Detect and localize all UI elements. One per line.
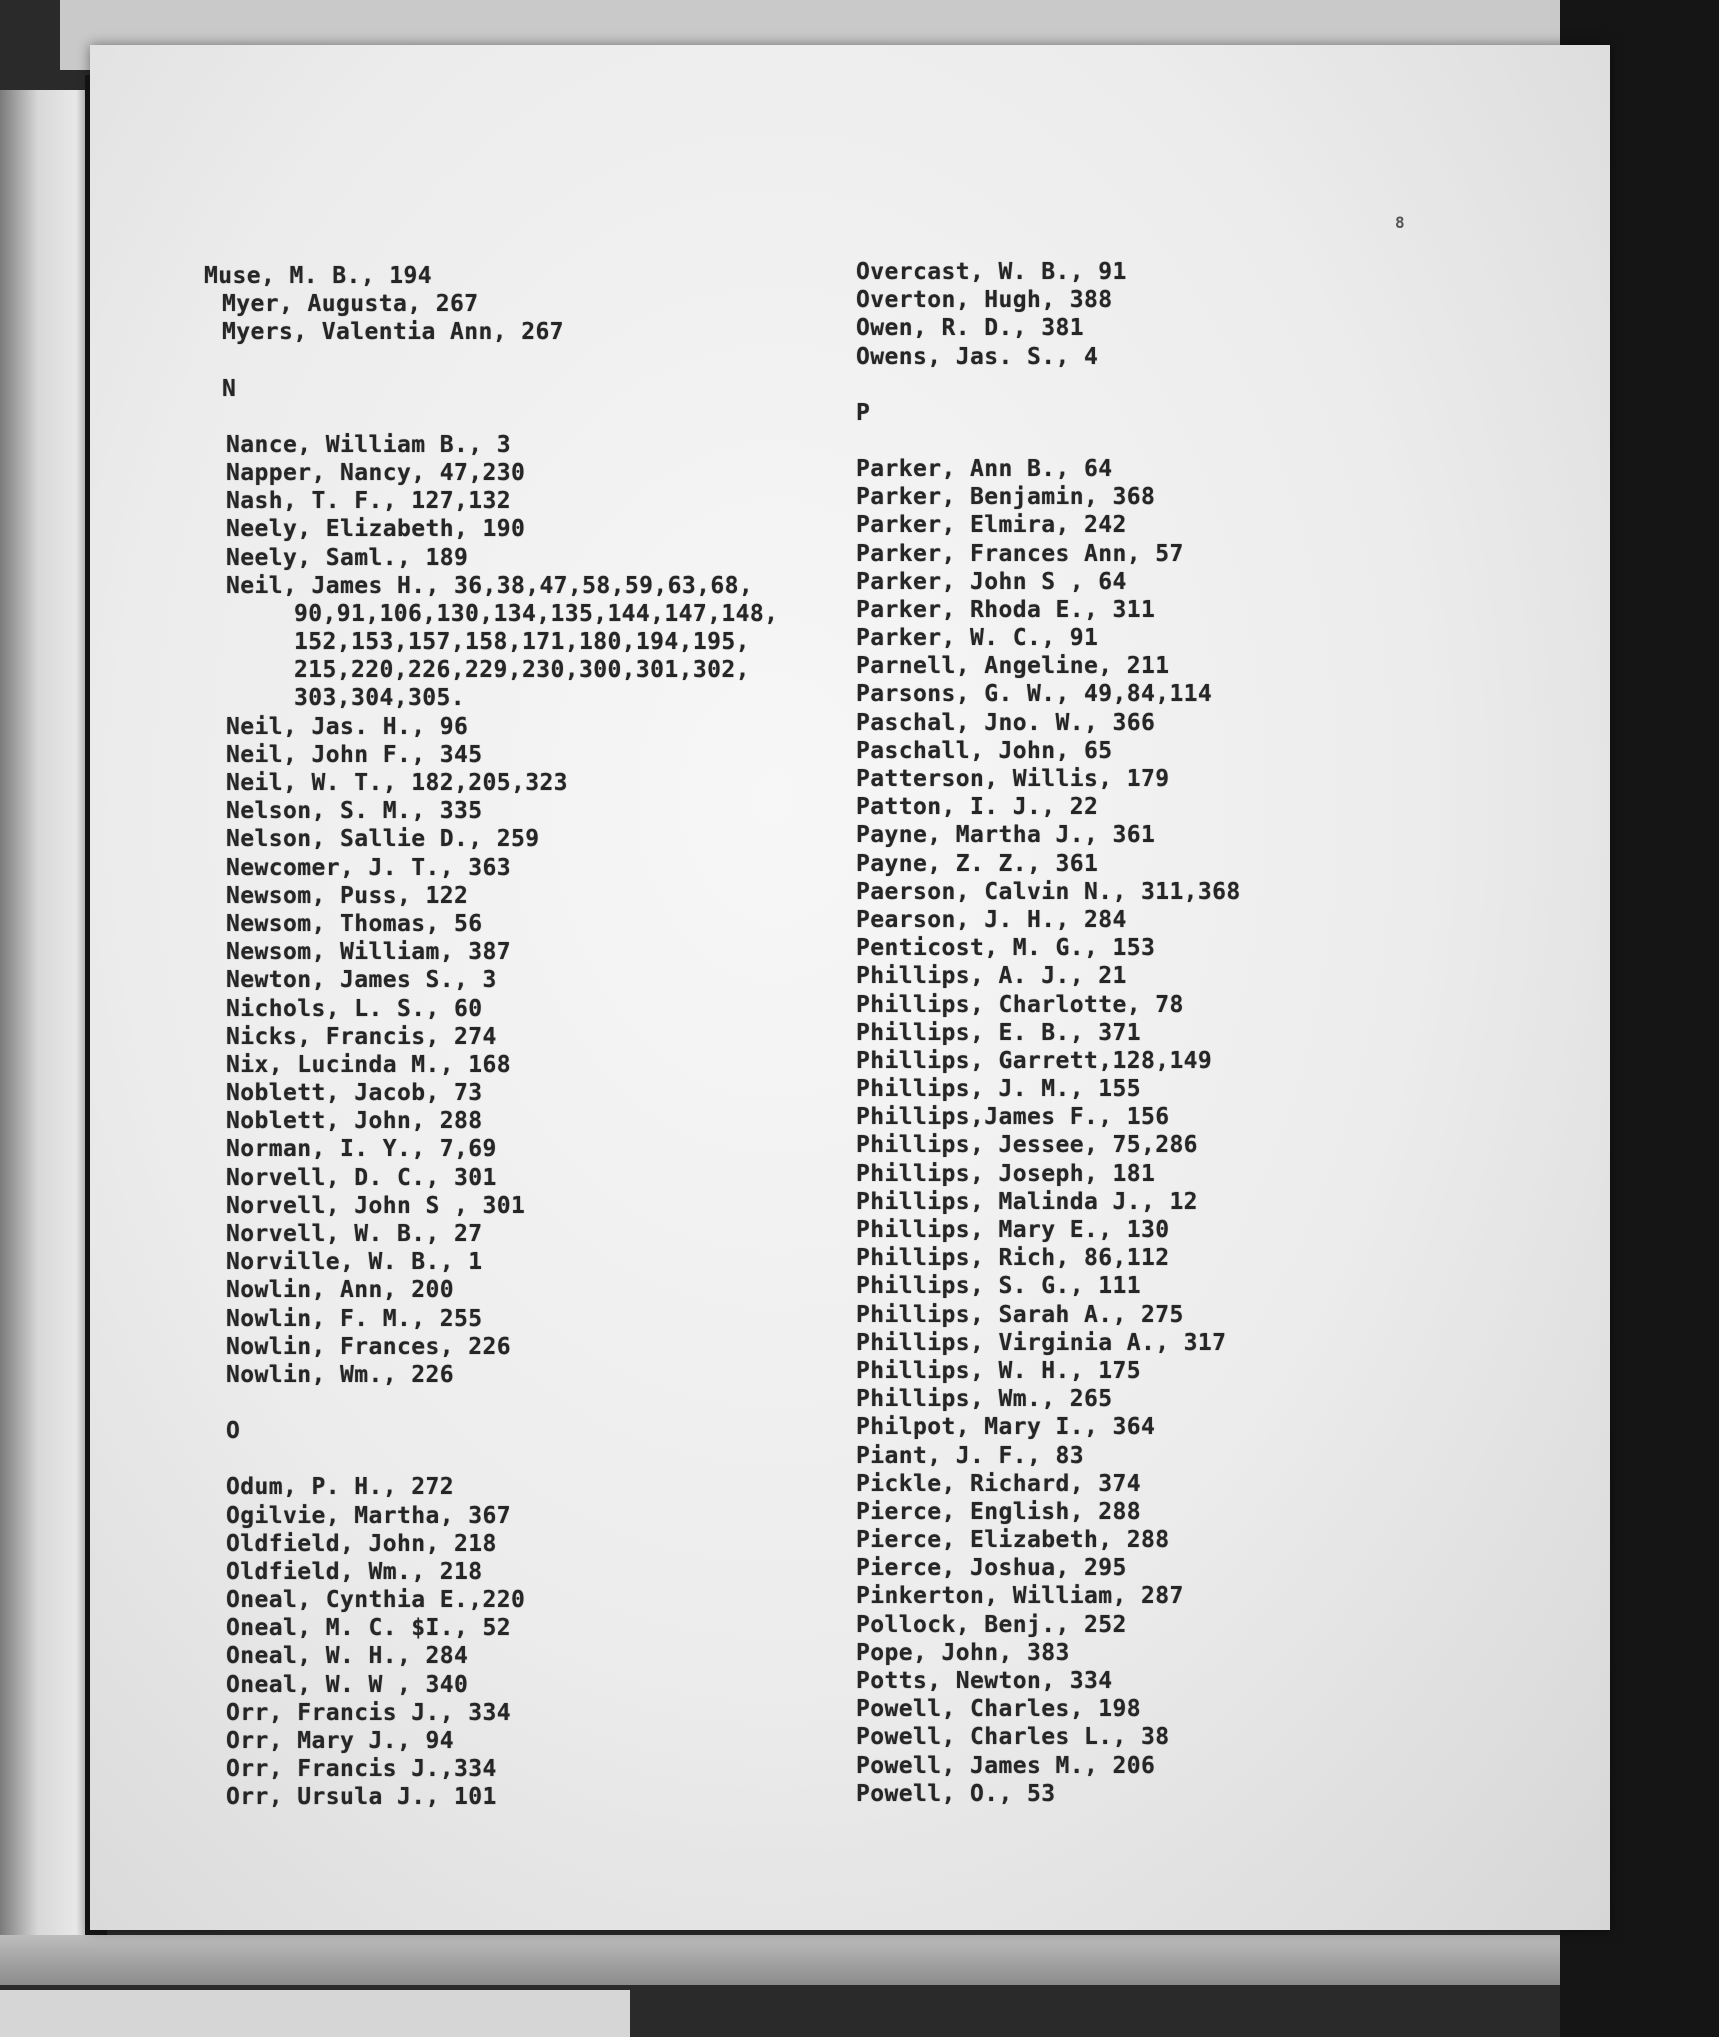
index-entry: Orr, Ursula J., 101 bbox=[226, 1784, 497, 1811]
section-spacer bbox=[204, 1389, 824, 1417]
index-entry: Parker, Rhoda E., 311 bbox=[856, 596, 1156, 623]
index-entry: Phillips, Jessee, 75,286 bbox=[856, 1132, 1198, 1159]
index-entry: Newton, James S., 3 bbox=[226, 967, 497, 994]
index-entry: Parker, Elmira, 242 bbox=[856, 512, 1127, 539]
index-entry: Parker, John S , 64 bbox=[856, 568, 1127, 595]
index-entry: Nash, T. F., 127,132 bbox=[226, 488, 511, 515]
index-entry: Patterson, Willis, 179 bbox=[856, 766, 1170, 792]
index-entry: Nowlin, F. M., 255 bbox=[226, 1305, 483, 1332]
index-entry: Paerson, Calvin N., 311,368 bbox=[856, 878, 1241, 905]
section-spacer bbox=[856, 427, 1396, 455]
index-entry: Paschal, Jno. W., 366 bbox=[856, 709, 1156, 736]
index-entry: Owens, Jas. S., 4 bbox=[856, 343, 1099, 370]
index-entry: Phillips, Malinda J., 12 bbox=[856, 1188, 1198, 1215]
page-number: 8 bbox=[1395, 213, 1405, 232]
index-entry: Norville, W. B., 1 bbox=[226, 1249, 483, 1276]
index-entry: Nichols, L. S., 60 bbox=[226, 995, 483, 1022]
index-entry: Phillips, W. H., 175 bbox=[856, 1357, 1141, 1384]
index-entry: Penticost, M. G., 153 bbox=[856, 935, 1156, 962]
index-entry-continuation: 215,220,226,229,230,300,301,302, bbox=[294, 657, 750, 684]
index-entry: Noblett, Jacob, 73 bbox=[226, 1080, 483, 1107]
index-entry: Nowlin, Frances, 226 bbox=[226, 1333, 511, 1360]
index-entry: Phillips, E. B., 371 bbox=[856, 1019, 1141, 1046]
index-entry: Phillips, Joseph, 181 bbox=[856, 1160, 1156, 1187]
index-entry: Nance, William B., 3 bbox=[226, 431, 511, 458]
index-entry: Neil, James H., 36,38,47,58,59,63,68, bbox=[226, 572, 754, 599]
index-entry: Oneal, Cynthia E.,220 bbox=[226, 1587, 526, 1614]
index-entry: Pierce, English, 288 bbox=[856, 1498, 1141, 1525]
index-entry: Newsom, William, 387 bbox=[226, 939, 511, 966]
index-entry: Parker, Frances Ann, 57 bbox=[856, 540, 1184, 567]
index-entry: Parker, W. C., 91 bbox=[856, 625, 1099, 652]
index-entry: Parker, Ann B., 64 bbox=[856, 455, 1113, 482]
index-entry: Pickle, Richard, 374 bbox=[856, 1470, 1141, 1497]
index-entry: Napper, Nancy, 47,230 bbox=[226, 459, 526, 486]
index-entry: Powell, Charles L., 38 bbox=[856, 1724, 1170, 1751]
index-entry: Powell, James M., 206 bbox=[856, 1752, 1156, 1779]
index-entry: Pierce, Elizabeth, 288 bbox=[856, 1527, 1170, 1554]
index-entry: Oneal, W. W , 340 bbox=[226, 1671, 469, 1698]
index-entry: Newcomer, J. T., 363 bbox=[226, 854, 511, 881]
index-entry: Parsons, G. W., 49,84,114 bbox=[856, 681, 1213, 708]
index-entry: Phillips, S. G., 111 bbox=[856, 1273, 1141, 1300]
index-entry: Powell, O., 53 bbox=[856, 1780, 1056, 1807]
index-entry: Noblett, John, 288 bbox=[226, 1108, 483, 1135]
index-entry: Nix, Lucinda M., 168 bbox=[226, 1051, 511, 1078]
index-entry: Odum, P. H., 272 bbox=[226, 1474, 454, 1501]
section-spacer bbox=[204, 1445, 824, 1473]
index-entry: Orr, Francis J., 334 bbox=[226, 1699, 511, 1726]
background-sheet-bottom bbox=[0, 1935, 1560, 1985]
index-entry: Phillips, J. M., 155 bbox=[856, 1076, 1141, 1103]
index-entry: Patton, I. J., 22 bbox=[856, 794, 1099, 821]
index-entry-continuation: 90,91,106,130,134,135,144,147,148, bbox=[294, 600, 779, 627]
left-index-column bbox=[204, 262, 824, 1812]
index-entry: Myers, Valentia Ann, 267 bbox=[222, 319, 564, 346]
index-entry: Phillips, Garrett,128,149 bbox=[856, 1047, 1213, 1074]
index-entry: Nelson, S. M., 335 bbox=[226, 798, 483, 825]
index-entry: Nowlin, Ann, 200 bbox=[226, 1277, 454, 1304]
background-strip bbox=[0, 1990, 630, 2037]
section-spacer bbox=[856, 371, 1396, 399]
index-entry: Paschall, John, 65 bbox=[856, 737, 1113, 764]
index-entry: Owen, R. D., 381 bbox=[856, 315, 1084, 342]
section-letter: P bbox=[856, 399, 871, 426]
index-entry: Powell, Charles, 198 bbox=[856, 1696, 1141, 1723]
index-entry: Neil, W. T., 182,205,323 bbox=[226, 770, 568, 796]
index-entry: Oldfield, John, 218 bbox=[226, 1530, 497, 1557]
index-entry: Phillips, Rich, 86,112 bbox=[856, 1245, 1170, 1272]
index-entry: Nowlin, Wm., 226 bbox=[226, 1361, 454, 1388]
index-entry: Orr, Francis J.,334 bbox=[226, 1756, 497, 1783]
index-entry: Phillips, A. J., 21 bbox=[856, 963, 1127, 990]
index-entry: Pearson, J. H., 284 bbox=[856, 906, 1127, 933]
index-entry: Nelson, Sallie D., 259 bbox=[226, 826, 540, 853]
index-entry: Norvell, D. C., 301 bbox=[226, 1164, 497, 1191]
index-entry: Norvell, John S , 301 bbox=[226, 1192, 526, 1219]
section-spacer bbox=[204, 347, 824, 375]
index-entry: Piant, J. F., 83 bbox=[856, 1442, 1084, 1469]
index-entry: Neil, Jas. H., 96 bbox=[226, 713, 469, 740]
index-entry: Pinkerton, William, 287 bbox=[856, 1583, 1184, 1610]
index-entry: Oneal, M. C. $I., 52 bbox=[226, 1615, 511, 1642]
index-entry: Phillips, Wm., 265 bbox=[856, 1386, 1113, 1413]
index-entry: Orr, Mary J., 94 bbox=[226, 1728, 454, 1754]
index-entry-continuation: 303,304,305. bbox=[294, 685, 465, 712]
index-entry: Phillips, Sarah A., 275 bbox=[856, 1301, 1184, 1328]
section-letter: O bbox=[226, 1418, 241, 1445]
index-entry: Norvell, W. B., 27 bbox=[226, 1221, 483, 1247]
index-entry: Phillips, Charlotte, 78 bbox=[856, 991, 1184, 1018]
index-entry: Ogilvie, Martha, 367 bbox=[226, 1502, 511, 1529]
index-entry: Pierce, Joshua, 295 bbox=[856, 1555, 1127, 1582]
index-entry: Neely, Saml., 189 bbox=[226, 544, 469, 571]
index-entry: Newsom, Thomas, 56 bbox=[226, 910, 483, 937]
index-entry: Myer, Augusta, 267 bbox=[222, 291, 479, 318]
index-entry: Philpot, Mary I., 364 bbox=[856, 1414, 1156, 1441]
index-entry: Norman, I. Y., 7,69 bbox=[226, 1136, 497, 1163]
index-entry: Phillips,James F., 156 bbox=[856, 1104, 1170, 1131]
index-entry: Nicks, Francis, 274 bbox=[226, 1023, 497, 1050]
index-entry: Phillips, Virginia A., 317 bbox=[856, 1329, 1227, 1356]
section-spacer bbox=[204, 403, 824, 431]
index-entry: Payne, Z. Z., 361 bbox=[856, 850, 1099, 877]
index-entry: Pollock, Benj., 252 bbox=[856, 1611, 1127, 1638]
index-entry: Parker, Benjamin, 368 bbox=[856, 484, 1156, 511]
index-entry: Neely, Elizabeth, 190 bbox=[226, 516, 526, 543]
index-entry: Newsom, Puss, 122 bbox=[226, 882, 469, 909]
index-entry: Oldfield, Wm., 218 bbox=[226, 1558, 483, 1585]
index-entry-continuation: 152,153,157,158,171,180,194,195, bbox=[294, 629, 750, 656]
index-entry: Muse, M. B., 194 bbox=[204, 263, 432, 289]
index-entry: Overton, Hugh, 388 bbox=[856, 287, 1113, 314]
right-index-column bbox=[856, 258, 1396, 1808]
index-entry: Oneal, W. H., 284 bbox=[226, 1643, 469, 1670]
section-letter: N bbox=[222, 375, 237, 402]
index-entry: Pope, John, 383 bbox=[856, 1639, 1070, 1666]
index-entry: Phillips, Mary E., 130 bbox=[856, 1217, 1170, 1243]
index-entry: Overcast, W. B., 91 bbox=[856, 259, 1127, 285]
index-entry: Parnell, Angeline, 211 bbox=[856, 653, 1170, 680]
adjacent-page-edge bbox=[0, 90, 95, 1935]
index-entry: Payne, Martha J., 361 bbox=[856, 822, 1156, 849]
index-entry: Potts, Newton, 334 bbox=[856, 1668, 1113, 1694]
index-entry: Neil, John F., 345 bbox=[226, 741, 483, 768]
